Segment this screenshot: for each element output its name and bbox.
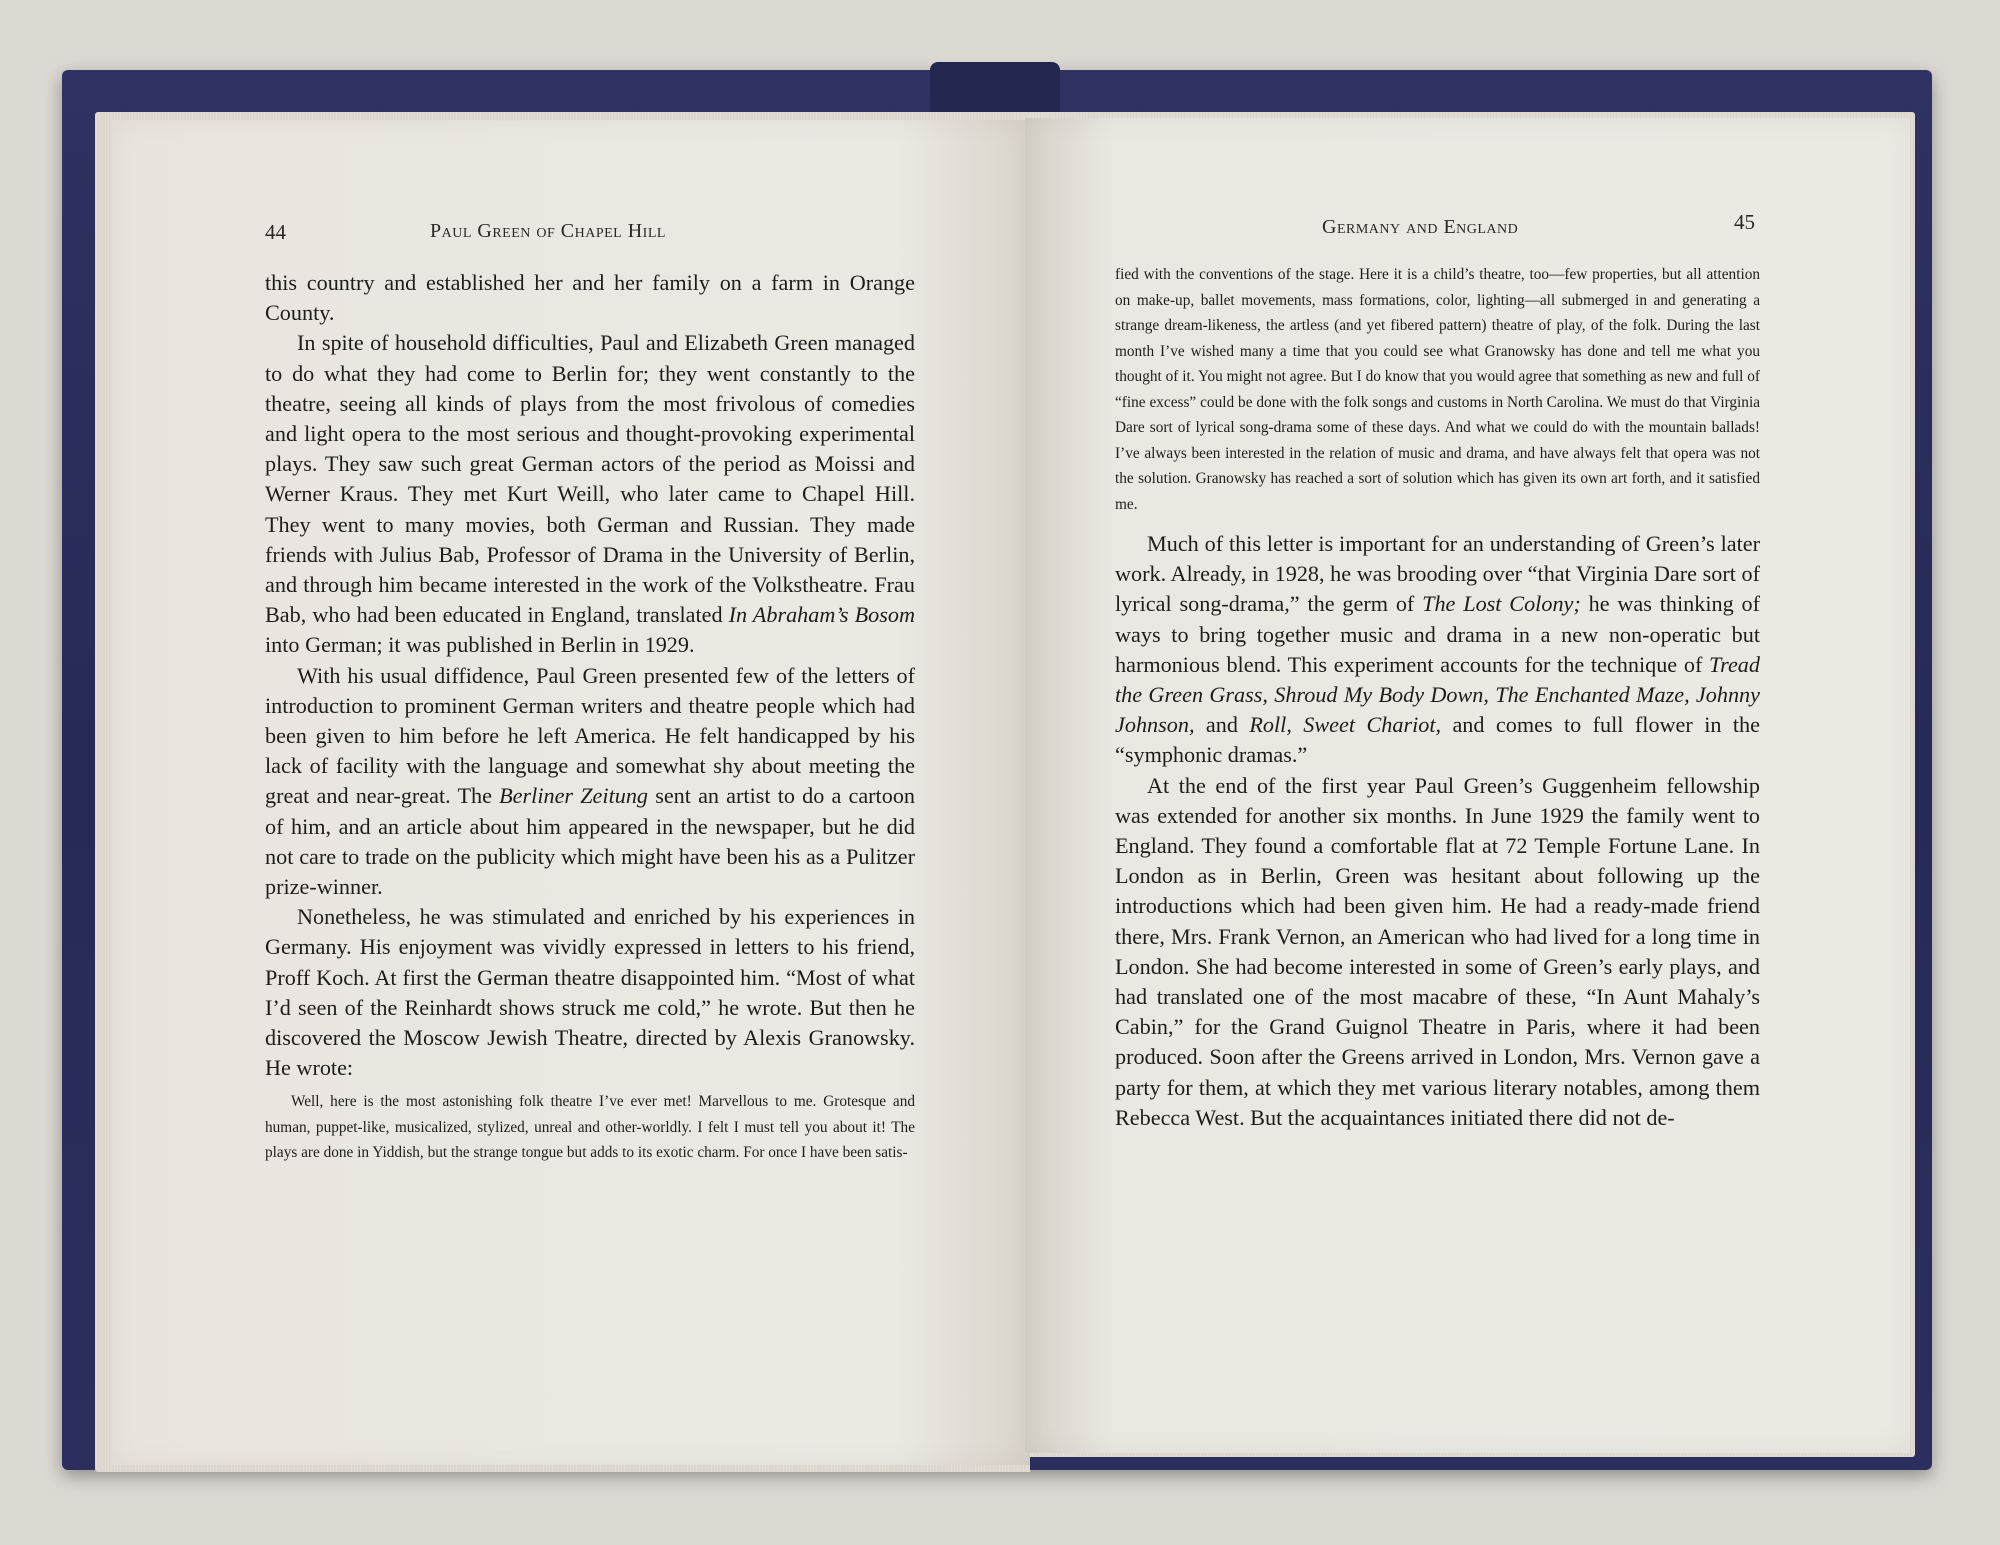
- left-page-number: 44: [265, 220, 286, 244]
- paragraph-text: sent an artist to do a cartoon of him, and an article about him appeared in the newspaper, but he did not care to trade on the publicity which might have been his as a Pulitzer prize-winner.: [265, 783, 916, 900]
- right-running-head: [1322, 216, 1518, 239]
- paragraph-text: Much of this letter is important for an understanding of Green’s later work. Already, in 1928, he was brooding over “that Virginia Dare sort of lyrical song-drama,” the germ of: [1115, 531, 1760, 617]
- paragraph-text: and: [1194, 712, 1250, 738]
- paragraph: [1115, 529, 1760, 771]
- play-title: The Lost Colony;: [1422, 591, 1581, 617]
- newspaper-title: Berliner Zeitung: [499, 783, 649, 809]
- paragraph: this country and established her and her family on a farm in Orange County.: [265, 270, 915, 326]
- left-text-column: [265, 268, 915, 1166]
- block-quote: Well, here is the most astonishing folk theatre I’ve ever met! Marvellous to me. Grotesque and human, puppet-like, musicalized, stylized, unreal and other-worldly. I felt I must tell you about it! The plays are done in Yiddish, but the strange tongue but adds to its exotic charm. For once I have been satis-: [265, 1093, 915, 1162]
- paragraph-text: into German; it was published in Berlin in 1929.: [265, 632, 695, 658]
- paragraph: [265, 328, 915, 660]
- left-running-head-text: Paul Green of Chapel Hill: [430, 220, 666, 242]
- right-page-number: 45: [1734, 210, 1755, 234]
- paragraph-text: In spite of household difficulties, Paul and Elizabeth Green managed to do what they had come to Berlin for; they went constantly to the theatre, seeing all kinds of plays from the most frivolous of comedies and light opera to the most serious and thought-provoking experimental plays. They saw such great German actors of the period as Moissi and Werner Kraus. They met Kurt Weill, who later came to Chapel Hill. They went to many movies, both German and Russian. They made friends with Julius Bab, Professor of Drama in the University of Berlin, and through him became interested in the work of the Volkstheatre. Frau Bab, who had been educated in England, translated: [265, 330, 915, 628]
- paragraph: At the end of the first year Paul Green’s Guggenheim fellowship was extended for another six months. In June 1929 the family went to England. They found a comfortable flat at 72 Temple Fortune Lane. In London as in Berlin, Green was hesitant about following up the introductions which had been given him. He had a ready-made friend there, Mrs. Frank Vernon, an American who had lived for a long time in London. She had become interested in some of Green’s early plays, and had translated one of the most macabre of these, “In Aunt Mahaly’s Cabin,” for the Grand Guignol Theatre in Paris, where it had been produced. Soon after the Greens arrived in London, Mrs. Vernon gave a party for them, at which they met various literary notables, among them Rebecca West. But the acquaintances initiated there did not de-: [1115, 772, 1760, 1130]
- left-running-head: [430, 220, 666, 243]
- paragraph: [265, 661, 915, 903]
- right-running-head-text: Germany and England: [1322, 216, 1519, 238]
- paragraph-text: and comes to full flower in the “symphonic dramas.”: [1115, 712, 1760, 768]
- right-text-column: [1115, 262, 1760, 1133]
- block-quote: fied with the conventions of the stage. Here it is a child’s theatre, too—few properties, but all attention on make-up, ballet movements, mass formations, color, lighting—all submerged in and generating a strange dream-likeness, the artless (and yet fibered pattern) theatre of play, of the folk. During the last month I’ve wished many a time that you could see what Granowsky has done and tell me what you thought of it. You might not agree. But I do know that you would agree that something as new and full of “fine excess” could be done with the folk songs and customs in North Carolina. We must do that Virginia Dare sort of lyrical song-drama some of these days. And what we could do with the mountain ballads! I’ve always been interested in the relation of music and drama, and have always felt that opera was not the solution. Granowsky has reached a sort of solution which has given its own art forth, and it satisfied me.: [1115, 266, 1760, 513]
- play-title: Roll, Sweet Chariot,: [1249, 712, 1442, 738]
- paragraph-text: With his usual diffidence, Paul Green presented few of the letters of introduction to prominent German writers and theatre people which had been given to him before he left America. He felt handicapped by his lack of facility with the language and somewhat shy about meeting the great and near-great. The: [265, 662, 915, 809]
- paragraph: Nonetheless, he was stimulated and enriched by his experiences in Germany. His enjoyment was vividly expressed in letters to his friend, Proff Koch. At first the German theatre disappointed him. “Most of what I’d seen of the Reinhardt shows struck me cold,” he wrote. But then he discovered the Moscow Jewish Theatre, directed by Alexis Granowsky. He wrote:: [265, 904, 915, 1081]
- book-title: In Abraham’s Bosom: [728, 602, 916, 628]
- paragraph-text: he was thinking of ways to bring together music and drama in a new non-operatic but harmonious blend. This experiment accounts for the technique of: [1115, 591, 1760, 677]
- play-titles: Tread the Green Grass, Shroud My Body Down, The Enchanted Maze, Johnny Johnson,: [1115, 651, 1760, 738]
